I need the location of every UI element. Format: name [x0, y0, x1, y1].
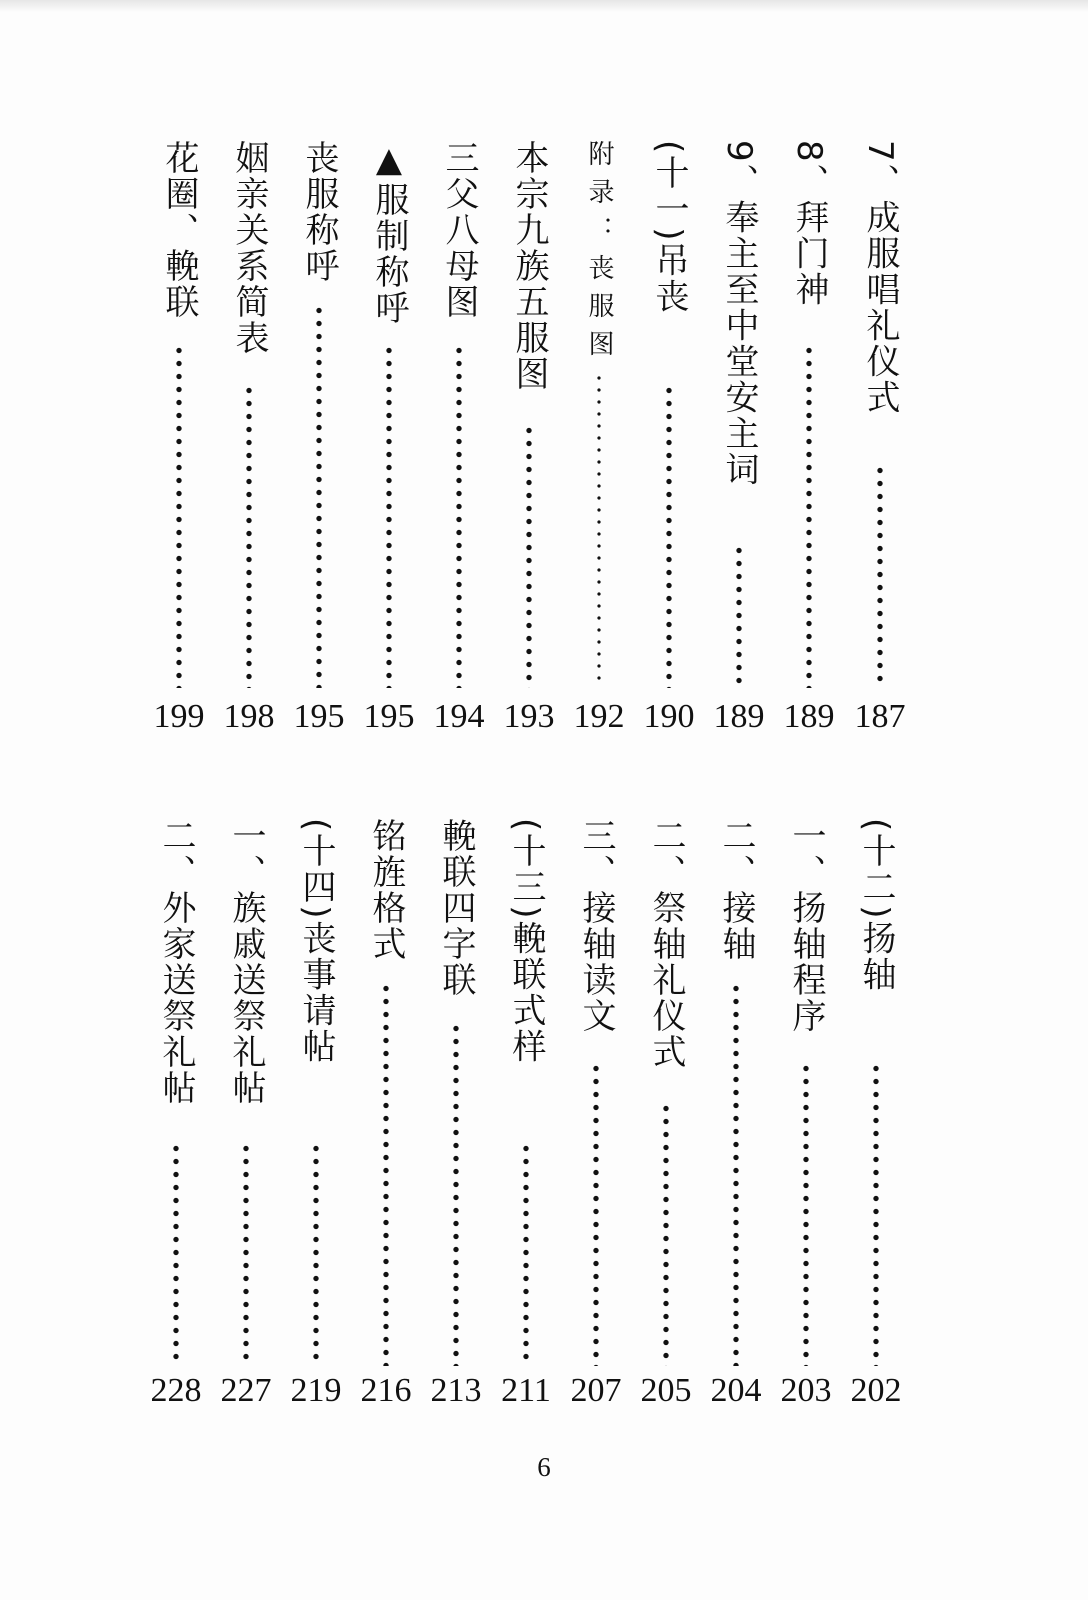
toc-entry-title: (十三)輓联式样: [506, 818, 546, 1065]
dot-leader: [666, 384, 672, 688]
toc-entry-title: 輓联四字联: [436, 818, 476, 998]
toc-entry-page: 198: [223, 698, 275, 735]
toc-entry-page: 211: [501, 1372, 551, 1409]
toc-entry-page: 216: [360, 1372, 412, 1409]
toc-entry-page: 213: [430, 1372, 482, 1409]
toc-entry-title: 姻亲关系简表: [229, 140, 269, 356]
dot-leader: [663, 1102, 669, 1366]
toc-entry-page: 205: [640, 1372, 692, 1409]
toc-entry-page: 189: [783, 698, 835, 735]
toc-entry-page: 203: [780, 1372, 832, 1409]
scan-top-edge: [0, 0, 1088, 12]
dot-leader: [803, 1062, 809, 1366]
toc-entry-title: ▲服制称呼: [369, 140, 409, 326]
dot-leader: [176, 344, 182, 688]
dot-leader: [593, 1062, 599, 1366]
dot-leader: [456, 344, 462, 688]
toc-entry-title: 附录：丧服图: [584, 140, 614, 368]
dot-leader: [243, 1142, 249, 1366]
dot-leader: [173, 1142, 179, 1366]
toc-entry-title: (十一)吊丧: [649, 140, 689, 315]
dot-leader: [246, 384, 252, 688]
toc-entry-title: 铭旌格式: [366, 818, 406, 962]
toc-entry-title: 丧服称呼: [299, 140, 339, 284]
dot-leader: [526, 424, 532, 688]
dot-leader: [873, 1062, 879, 1366]
toc-entry-title: 三父八母图: [439, 140, 479, 320]
toc-entry-page: 202: [850, 1372, 902, 1409]
dot-leader: [313, 1142, 319, 1366]
toc-entry-title: 二、接轴: [716, 818, 756, 962]
dot-leader: [523, 1142, 529, 1366]
toc-entry-title: 8、拜门神: [789, 140, 829, 308]
toc-entry-page: 228: [150, 1372, 202, 1409]
toc-entry-page: 195: [363, 698, 415, 735]
dot-leader: [877, 464, 883, 688]
toc-entry-page: 207: [570, 1372, 622, 1409]
toc-entry-page: 192: [573, 698, 625, 735]
dot-leader: [316, 304, 322, 688]
dot-leader: [806, 344, 812, 688]
toc-entry-page: 187: [854, 698, 906, 735]
toc-entry-page: 219: [290, 1372, 342, 1409]
toc-entry-page: 189: [713, 698, 765, 735]
toc-entry-title: (十四)丧事请帖: [296, 818, 336, 1065]
toc-entry-page: 227: [220, 1372, 272, 1409]
page-number: 6: [537, 1452, 551, 1482]
toc-entry-title: 花圈、輓联: [159, 140, 199, 320]
toc-entry-title: 一、扬轴程序: [786, 818, 826, 1034]
toc-entry-page: 204: [710, 1372, 762, 1409]
dot-leader: [386, 344, 392, 688]
toc-entry-title: 一、族戚送祭礼帖: [226, 818, 266, 1106]
dot-leader: [383, 982, 389, 1366]
dot-leader: [733, 982, 739, 1366]
dot-leader: [596, 372, 602, 688]
toc-entry-title: 7、成服唱礼仪式: [860, 140, 900, 416]
toc-entry-page: 199: [153, 698, 205, 735]
toc-entry-page: 190: [643, 698, 695, 735]
dot-leader: [453, 1022, 459, 1366]
toc-entry-title: 二、祭轴礼仪式: [646, 818, 686, 1070]
toc-entry-title: 二、外家送祭礼帖: [156, 818, 196, 1106]
toc-entry-title: 三、接轴读文: [576, 818, 616, 1034]
toc-entry-title: 9、奉主至中堂安主词: [719, 140, 759, 488]
toc-entry-page: 194: [433, 698, 485, 735]
toc-entry-title: (十二)扬轴: [856, 818, 896, 993]
dot-leader: [736, 544, 742, 688]
toc-entry-page: 193: [503, 698, 555, 735]
toc-entry-page: 195: [293, 698, 345, 735]
toc-entry-title: 本宗九族五服图: [509, 140, 549, 392]
